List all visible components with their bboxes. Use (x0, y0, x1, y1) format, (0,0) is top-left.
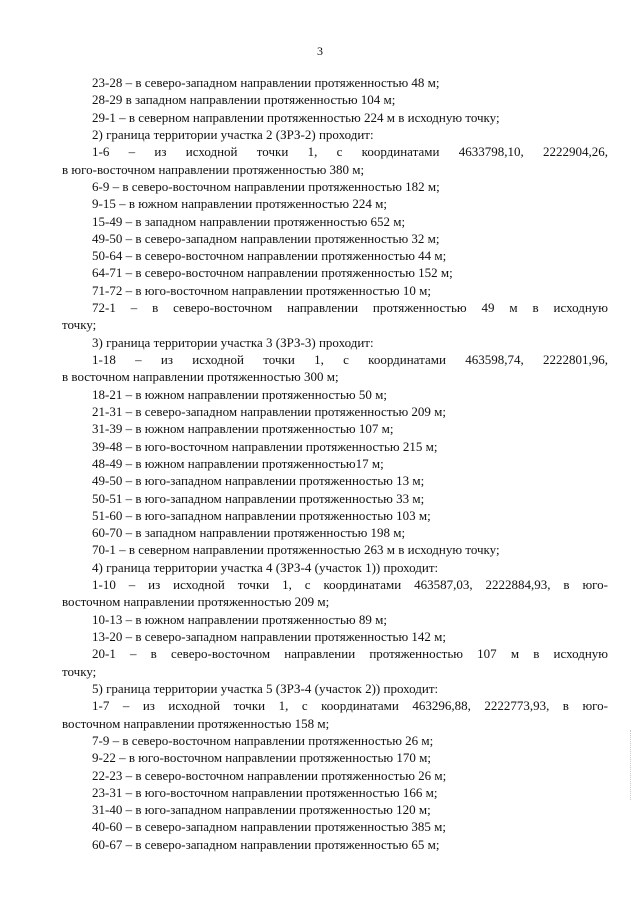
text-line: точку; (62, 317, 97, 333)
text-line: в юго-восточном направлении протяженностью 380 м; (62, 161, 365, 177)
document-body (62, 74, 608, 853)
page-number: 3 (317, 44, 323, 58)
text-line: 60-70 – в западном направлении протяженностью 198 м; (92, 525, 406, 541)
text-line: 3) граница территории участка 3 (ЗРЗ-3) проходит: (92, 334, 374, 350)
text-line: в восточном направлении протяженностью 300 м; (62, 369, 339, 385)
text-line: восточном направлении протяженностью 209 м; (62, 594, 330, 610)
text-line: 22-23 – в северо-восточном направлении протяженностью 26 м; (92, 767, 447, 783)
text-line: 49-50 – в юго-западном направлении протяженностью 13 м; (92, 473, 425, 489)
text-line: точку; (62, 663, 97, 679)
text-line: 51-60 – в юго-западном направлении протяженностью 103 м; (92, 507, 431, 523)
text-line: 48-49 – в южном направлении протяженностью17 м; (92, 455, 384, 471)
text-line: 20-1 – в северо-восточном направлении протяженностью 107 м в исходную (92, 646, 608, 662)
text-line: 1-18 – из исходной точки 1, с координатами 463598,74, 2222801,96, (92, 352, 608, 367)
text-line: 71-72 – в юго-восточном направлении протяженностью 10 м; (92, 282, 431, 298)
text-line: 60-67 – в северо-западном направлении протяженностью 65 м; (92, 836, 440, 852)
text-line: 18-21 – в южном направлении протяженностью 50 м; (92, 386, 387, 402)
text-line: 6-9 – в северо-восточном направлении протяженностью 182 м; (92, 178, 440, 194)
text-line: 49-50 – в северо-западном направлении протяженностью 32 м; (92, 230, 440, 246)
text-line: восточном направлении протяженностью 158 м; (62, 715, 330, 731)
text-line: 23-31 – в юго-восточном направлении протяженностью 166 м; (92, 784, 438, 800)
text-line: 9-15 – в южном направлении протяженностью 224 м; (92, 196, 387, 212)
text-line: 64-71 – в северо-восточном направлении протяженностью 152 м; (92, 265, 453, 281)
text-line: 5) граница территории участка 5 (ЗРЗ-4 (участок 2)) проходит: (92, 680, 439, 696)
text-line: 13-20 – в северо-западном направлении протяженностью 142 м; (92, 629, 446, 644)
text-line: 9-22 – в юго-восточном направлении протяженностью 170 м; (92, 750, 431, 766)
text-line: 1-10 – из исходной точки 1, с координатами 463587,03, 2222884,93, в юго- (92, 577, 608, 593)
text-line: 40-60 – в северо-западном направлении протяженностью 385 м; (92, 819, 446, 835)
text-line: 1-7 – из исходной точки 1, с координатами 463296,88, 2222773,93, в юго- (92, 698, 608, 714)
text-line: 39-48 – в юго-восточном направлении протяженностью 215 м; (92, 438, 438, 454)
text-line: 72-1 – в северо-восточном направлении протяженностью 49 м в исходную (92, 300, 608, 316)
text-line: 7-9 – в северо-восточном направлении протяженностью 26 м; (92, 732, 434, 748)
text-line: 28-29 в западном направлении протяженностью 104 м; (92, 92, 396, 108)
text-line: 70-1 – в северном направлении протяженностью 263 м в исходную точку; (92, 542, 500, 558)
text-line: 23-28 – в северо-западном направлении протяженностью 48 м; (92, 75, 440, 90)
margin-scan-mark (630, 730, 632, 800)
text-line: 29-1 – в северном направлении протяженностью 224 м в исходную точку; (92, 109, 500, 125)
text-line: 31-40 – в юго-западном направлении протяженностью 120 м; (92, 802, 431, 818)
text-line: 21-31 – в северо-западном направлении протяженностью 209 м; (92, 403, 446, 419)
text-line: 2) граница территории участка 2 (ЗРЗ-2) проходит: (92, 126, 374, 142)
text-line: 1-6 – из исходной точки 1, с координатами 4633798,10, 2222904,26, (92, 144, 608, 160)
text-line: 50-64 – в северо-восточном направлении протяженностью 44 м; (92, 248, 447, 264)
text-line: 15-49 – в западном направлении протяженностью 652 м; (92, 213, 406, 229)
text-line: 50-51 – в юго-западном направлении протяженностью 33 м; (92, 490, 425, 506)
text-line: 4) граница территории участка 4 (ЗРЗ-4 (участок 1)) проходит: (92, 559, 439, 575)
text-line: 10-13 – в южном направлении протяженностью 89 м; (92, 611, 387, 627)
text-line: 31-39 – в южном направлении протяженностью 107 м; (92, 421, 394, 437)
